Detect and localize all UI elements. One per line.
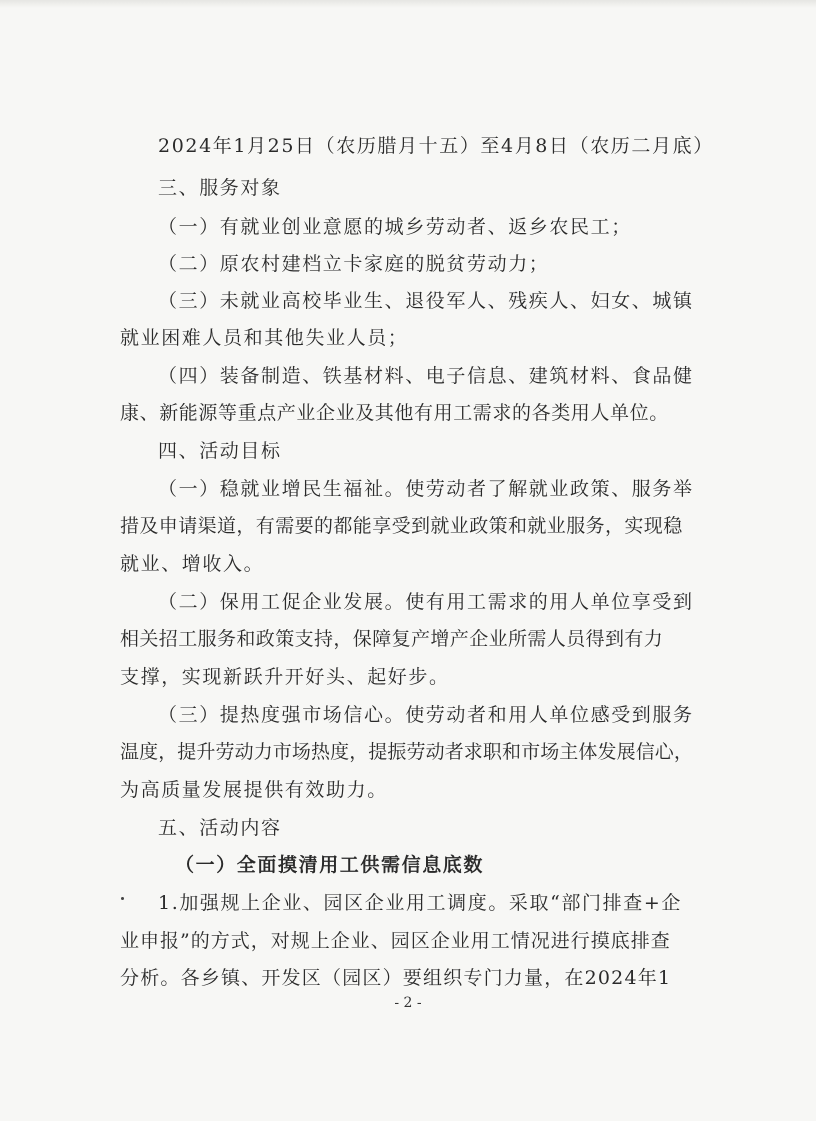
paragraph-line: 相关招工服务和政策支持，保障复产增产企业所需人员得到有力	[120, 628, 664, 650]
paragraph-line: 业申报”的方式，对规上企业、园区企业用工情况进行摸底排查	[120, 930, 671, 952]
paragraph-line: 为高质量发展提供有效助力。	[120, 779, 388, 801]
paragraph-line: （二）保用工促企业发展。使有用工需求的用人单位享受到	[158, 591, 694, 613]
section-heading-activity-content: 五、活动内容	[158, 817, 282, 839]
paragraph-line: （四）装备制造、铁基材料、电子信息、建筑材料、食品健	[158, 365, 694, 387]
paragraph-line: 就业、增收入。	[120, 553, 265, 575]
paragraph-line: （二）原农村建档立卡家庭的脱贫劳动力；	[158, 253, 550, 275]
paragraph-line: 就业困难人员和其他失业人员；	[120, 327, 409, 349]
paragraph-line: 支撑，实现新跃升开好头、起好步。	[120, 666, 450, 688]
paragraph-line: （三）未就业高校毕业生、退役军人、残疾人、妇女、城镇	[158, 290, 694, 312]
page-number: - 2 -	[394, 995, 422, 1011]
paragraph-line: 措及申请渠道，有需要的都能享受到就业政策和就业服务，实现稳	[120, 515, 683, 537]
scan-speck	[121, 897, 124, 900]
paragraph-line: 1.加强规上企业、园区企业用工调度。采取“部门排查+企	[158, 892, 682, 914]
section-heading-service-targets: 三、服务对象	[158, 177, 282, 199]
paragraph-line: （三）提热度强市场信心。使劳动者和用人单位感受到服务	[158, 704, 694, 726]
date-range-line: 2024年1月25日（农历腊月十五）至4月8日（农历二月底）	[158, 135, 714, 157]
paragraph-line: （一）有就业创业意愿的城乡劳动者、返乡农民工；	[158, 216, 632, 238]
paragraph-line: 分析。各乡镇、开发区（园区）要组织专门力量，在2024年1	[120, 967, 672, 989]
paragraph-line: 康、新能源等重点产业企业及其他有用工需求的各类用人单位。	[120, 402, 669, 424]
paragraph-line: 温度，提升劳动力市场热度，提振劳动者求职和市场主体发展信心，	[120, 741, 694, 763]
section-heading-activity-goals: 四、活动目标	[158, 440, 282, 462]
scan-edge	[0, 0, 816, 8]
paragraph-line: （一）稳就业增民生福祉。使劳动者了解就业政策、服务举	[158, 478, 694, 500]
subsection-heading: （一）全面摸清用工供需信息底数	[175, 854, 485, 876]
